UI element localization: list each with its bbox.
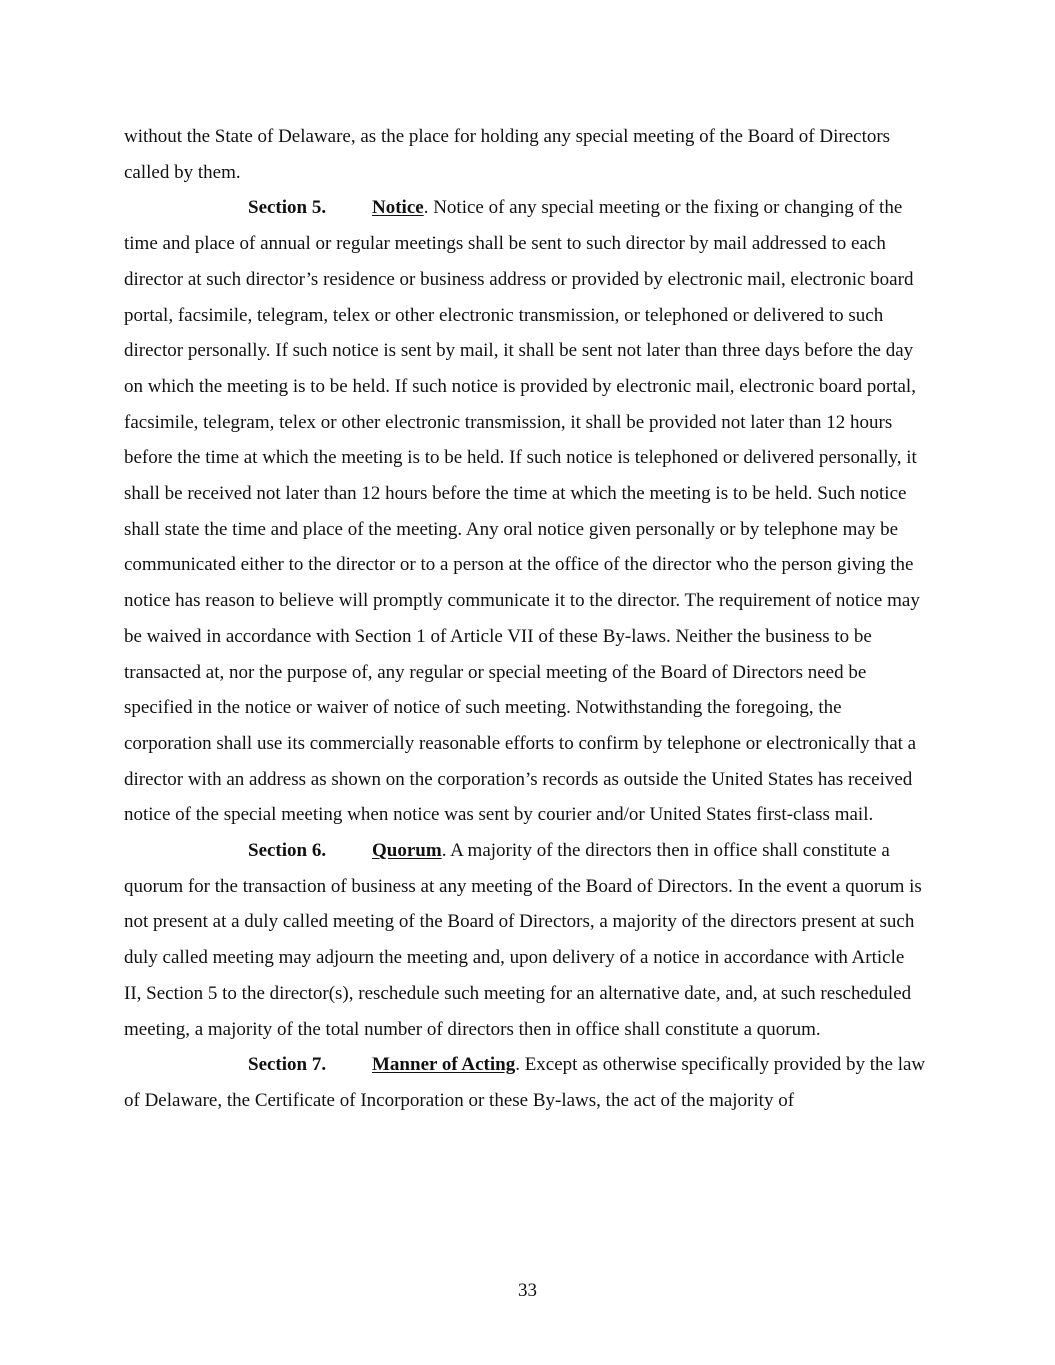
section-7-label: Section 7. <box>248 1054 327 1076</box>
section-5-label: Section 5. <box>248 197 327 219</box>
section-6-label: Section 6. <box>248 840 327 862</box>
section-6-body: . A majority of the directors then in office shall constitute a quorum for the transaction of business at any meeting of the Board of Directors. In the event a quorum is not present at a duly called meeting of the Board of Directors, a majority of the directors present at such duly called meeting may adjourn the meeting and, upon delivery of a notice in accordance with Article II, Section 5 to the director(s), reschedule such meeting for an alternative date, and, at such rescheduled meeting, a majority of the total number of directors then in office shall constitute a quorum. <box>124 840 922 1040</box>
section-7-paragraph <box>124 1047 926 1118</box>
section-5-title: Notice <box>372 197 424 219</box>
section-7-title: Manner of Acting <box>372 1054 516 1076</box>
section-5-body: . Notice of any special meeting or the fixing or changing of the time and place of annual or regular meetings shall be sent to such director by mail addressed to each director at such director’s residence or business address or provided by electronic mail, electronic board portal, facsimile, telegram, telex or other electronic transmission, or telephoned or delivered to such director personally. If such notice is sent by mail, it shall be sent not later than three days before the day on which the meeting is to be held. If such notice is provided by electronic mail, electronic board portal, facsimile, telegram, telex or other electronic transmission, it shall be provided not later than 12 hours before the time at which the meeting is to be held. If such notice is telephoned or delivered personally, it shall be received not later than 12 hours before the time at which the meeting is to be held. Such notice shall state the time and place of the meeting. Any oral notice given personally or by telephone may be communicated either to the director or to a person at the office of the director who the person giving the notice has reason to believe will promptly communicate it to the director. The requirement of notice may be waived in accordance with Section 1 of Article VII of these By-laws. Neither the business to be transacted at, nor the purpose of, any regular or special meeting of the Board of Directors need be specified in the notice or waiver of notice of such meeting. Notwithstanding the foregoing, the corporation shall use its commercially reasonable efforts to confirm by telephone or electronically that a director with an address as shown on the corporation’s records as outside the United States has received notice of the special meeting when notice was sent by courier and/or United States first-class mail. <box>124 197 920 826</box>
section-6-paragraph <box>124 833 926 1047</box>
continuation-paragraph: without the State of Delaware, as the place for holding any special meeting of the Board of Directors called by them. <box>124 126 891 183</box>
section-5-paragraph <box>124 190 926 833</box>
page-body <box>124 119 926 1119</box>
section-6-title: Quorum <box>372 840 442 862</box>
page-number: 33 <box>518 1280 537 1301</box>
section-7-body: . Except as otherwise specifically provided by the law of Delaware, the Certificate of Incorporation or these By-laws, the act of the majority of <box>124 1054 926 1111</box>
